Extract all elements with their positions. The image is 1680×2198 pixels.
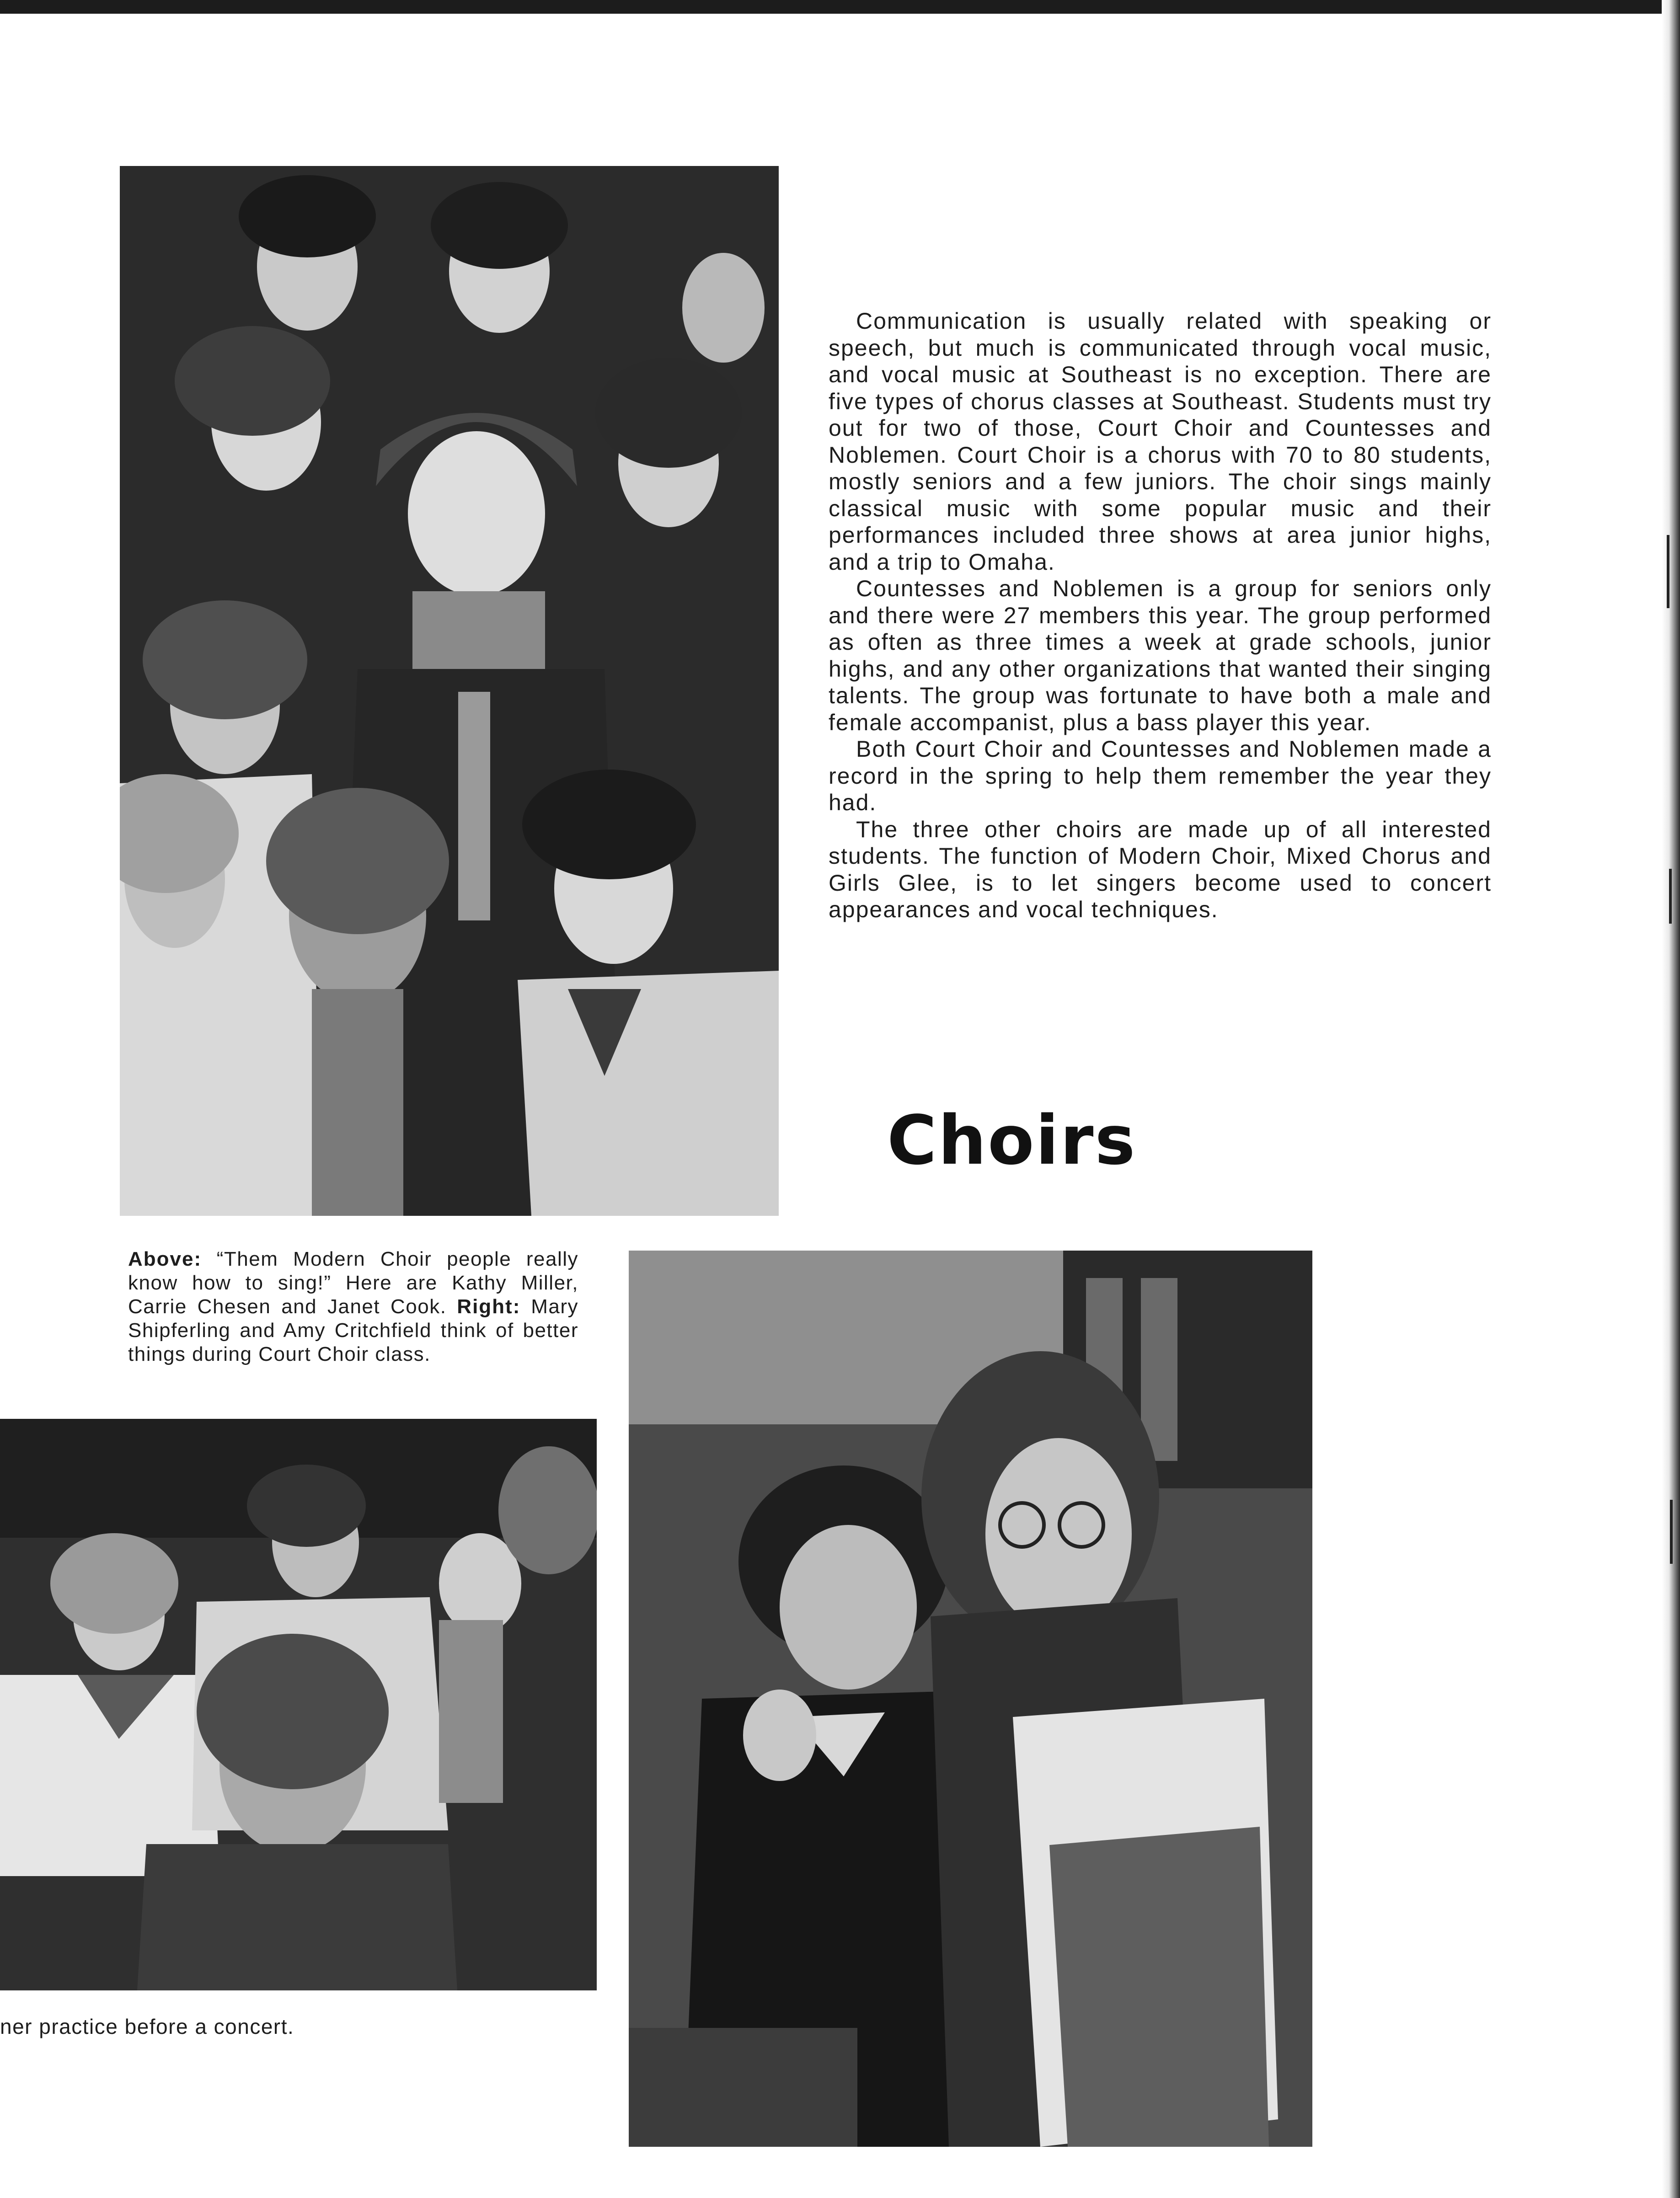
margin-mark [1667,535,1669,608]
photo-caption [128,1247,578,1366]
margin-mark [1670,1500,1673,1564]
photo-modern-choir [120,166,779,1216]
article-paragraph: Communication is usually related with speaking or speech, but much is communicated through vocal music, and vocal music at Southeast is no exception. There are five types of chorus classes at Southeast. Students must try out for two of those, Court Choir and Countesses and Noblemen. Court Choir is a chorus with 70 to 80 students, mostly seniors and a few juniors. The choir sings mainly classical music with some popular music and their performances included three shows at area junior highs, and a trip to Omaha. [829,308,1492,575]
article-paragraph: The three other choirs are made up of all interested students. The function of Modern Choir, Mixed Chorus and Girls Glee, is to let singers become used to concert appearances and vocal techniques. [829,816,1492,922]
caption-text-above: “Them Modern Choir people really know how to sing!” Here are Kathy Miller, Carrie Chesen and Janet Cook. [128,1248,578,1318]
photo-court-choir-class [629,1251,1312,2147]
scan-right-edge [1662,0,1680,2198]
photo-choir-practice [0,1419,597,1990]
margin-mark [1669,869,1672,924]
caption-label-right: Right: [457,1295,521,1318]
article-paragraph: Countesses and Noblemen is a group for seniors only and there were 27 members this year. The group performed as often as three times a week at grade schools, junior highs, and any other organizations that wanted their singing talents. The group was fortunate to have both a male and female accompanist, plus a bass player this year. [829,576,1492,735]
photo-caption-fragment: ner practice before a concert. [0,2015,294,2038]
caption-label-above: Above: [128,1248,202,1270]
page-title: Choirs [887,1101,1137,1180]
article-paragraph: Both Court Choir and Countesses and Noblemen made a record in the spring to help them remember the year they had. [829,736,1492,815]
scan-top-border [0,0,1680,14]
article-body [829,308,1492,923]
caption-text-right: Mary Shipferling and Amy Critchfield think of better things during Court Choir class. [128,1295,579,1365]
